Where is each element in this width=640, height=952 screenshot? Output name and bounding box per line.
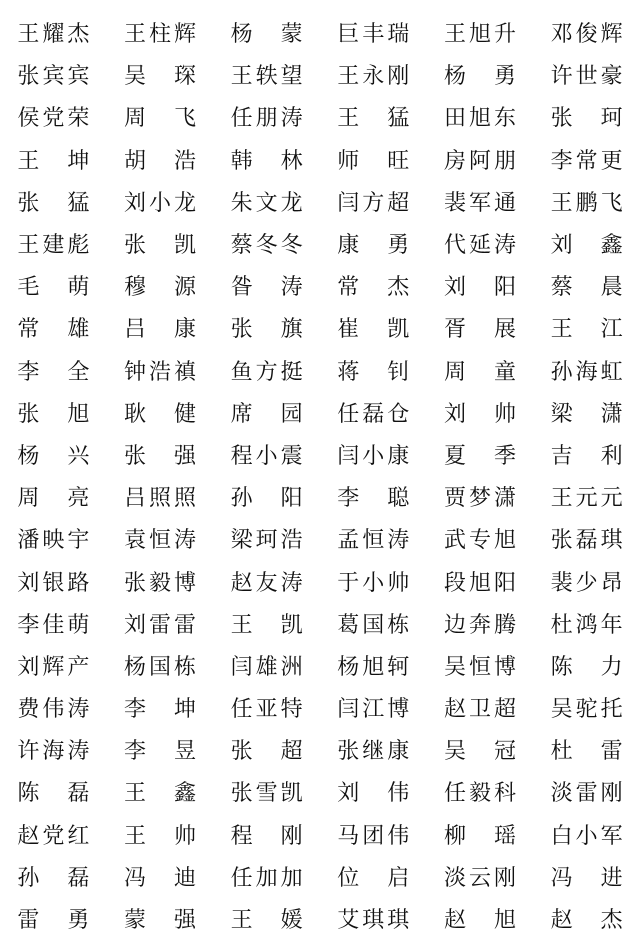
name-cell (213, 823, 320, 849)
name-cell (533, 823, 640, 849)
name-cell (427, 783, 534, 805)
name-row (0, 816, 640, 858)
person-name: 昝 涛 (230, 275, 303, 301)
name-row (0, 14, 640, 56)
name-cell (213, 235, 320, 257)
person-name: 艾琪琪 (337, 908, 410, 934)
name-cell (533, 277, 640, 299)
person-name: 周 飞 (123, 106, 196, 132)
name-cell (533, 235, 640, 257)
person-name: 赵卫超 (443, 697, 516, 723)
person-name: 闫雄洲 (230, 654, 303, 680)
person-name: 蔡 晨 (550, 275, 623, 301)
person-name: 李 全 (17, 359, 90, 385)
name-cell (213, 654, 320, 680)
person-name: 冯 进 (550, 865, 623, 891)
name-cell (427, 530, 534, 552)
name-cell (0, 488, 107, 510)
name-cell (320, 235, 427, 257)
person-name: 李常更 (550, 148, 623, 174)
person-name: 吕照照 (123, 486, 196, 512)
person-name: 张继康 (337, 739, 410, 765)
person-name: 潘映宇 (17, 528, 90, 554)
name-cell (213, 865, 320, 891)
name-cell (0, 190, 107, 216)
name-cell (107, 401, 214, 427)
name-cell (213, 570, 320, 596)
person-name: 梁珂浩 (230, 528, 303, 554)
person-name: 刘 鑫 (550, 233, 623, 259)
name-row (0, 183, 640, 225)
name-cell (533, 783, 640, 805)
person-name: 淡云刚 (443, 865, 516, 891)
name-cell (213, 401, 320, 427)
name-cell (320, 654, 427, 680)
name-cell (0, 401, 107, 427)
person-name: 任加加 (230, 865, 303, 891)
name-row (0, 647, 640, 689)
name-row (0, 689, 640, 731)
name-cell (107, 488, 214, 510)
name-cell (320, 699, 427, 721)
name-cell (533, 401, 640, 427)
person-name: 杨旭轲 (337, 654, 410, 680)
name-cell (0, 319, 107, 341)
name-cell (533, 654, 640, 680)
name-cell (320, 910, 427, 932)
person-name: 王轶望 (230, 64, 303, 90)
name-cell (107, 190, 214, 216)
name-row (0, 436, 640, 478)
person-name: 张磊琪 (550, 528, 623, 554)
person-name: 李 昱 (123, 739, 196, 765)
name-row (0, 98, 640, 140)
name-cell (533, 319, 640, 341)
person-name: 周 童 (443, 359, 516, 385)
name-cell (427, 359, 534, 385)
name-cell (427, 277, 534, 299)
name-cell (107, 654, 214, 680)
person-name: 袁恒涛 (123, 528, 196, 554)
person-name: 费伟涛 (17, 697, 90, 723)
name-cell (427, 443, 534, 469)
name-cell (320, 401, 427, 427)
person-name: 王 帅 (123, 823, 196, 849)
person-name: 吕 康 (123, 317, 196, 343)
person-name: 张 凯 (123, 233, 196, 259)
person-name: 马团伟 (337, 823, 410, 849)
name-cell (533, 359, 640, 385)
person-name: 穆 源 (123, 275, 196, 301)
name-cell (320, 865, 427, 891)
name-cell (0, 24, 107, 46)
person-name: 李 坤 (123, 697, 196, 723)
person-name: 师 旺 (337, 148, 410, 174)
name-row (0, 858, 640, 900)
name-cell (213, 108, 320, 130)
person-name: 雷 勇 (17, 908, 90, 934)
person-name: 白小军 (550, 823, 623, 849)
name-row (0, 56, 640, 98)
name-cell (320, 612, 427, 638)
name-cell (107, 530, 214, 552)
name-cell (213, 24, 320, 46)
person-name: 刘雷雷 (123, 612, 196, 638)
name-cell (0, 654, 107, 680)
person-name: 张毅博 (123, 570, 196, 596)
name-cell (0, 865, 107, 891)
person-name: 韩 林 (230, 148, 303, 174)
person-name: 张 超 (230, 739, 303, 765)
person-name: 任毅科 (443, 781, 516, 807)
person-name: 王 江 (550, 317, 623, 343)
name-cell (213, 66, 320, 88)
name-cell (107, 148, 214, 174)
name-cell (320, 443, 427, 469)
name-cell (213, 319, 320, 341)
name-cell (107, 319, 214, 341)
name-cell (0, 530, 107, 552)
person-name: 王 鑫 (123, 781, 196, 807)
name-cell (533, 865, 640, 891)
name-cell (0, 235, 107, 257)
person-name: 任磊仓 (337, 401, 410, 427)
person-name: 蒙 强 (123, 908, 196, 934)
person-name: 王鹏飞 (550, 190, 623, 216)
person-name: 胥 展 (443, 317, 516, 343)
person-name: 梁 潇 (550, 401, 623, 427)
name-cell (213, 699, 320, 721)
name-cell (427, 823, 534, 849)
person-name: 代延涛 (443, 233, 516, 259)
name-cell (533, 612, 640, 638)
person-name: 杜鸿年 (550, 612, 623, 638)
name-cell (107, 910, 214, 932)
name-cell (427, 235, 534, 257)
name-cell (533, 699, 640, 721)
name-cell (320, 488, 427, 510)
person-name: 李 聪 (337, 486, 410, 512)
name-cell (213, 488, 320, 510)
person-name: 王 媛 (230, 908, 303, 934)
person-name: 许海涛 (17, 739, 90, 765)
name-cell (320, 570, 427, 596)
name-cell (0, 66, 107, 88)
person-name: 毛 萌 (17, 275, 90, 301)
name-row (0, 562, 640, 604)
person-name: 王耀杰 (17, 22, 90, 48)
name-row (0, 731, 640, 773)
person-name: 武专旭 (443, 528, 516, 554)
person-name: 张雪凯 (230, 781, 303, 807)
name-cell (0, 783, 107, 805)
person-name: 吴恒博 (443, 654, 516, 680)
name-cell (427, 910, 534, 932)
name-cell (320, 319, 427, 341)
name-cell (0, 148, 107, 174)
person-name: 任亚特 (230, 697, 303, 723)
person-name: 边奔腾 (443, 612, 516, 638)
person-name: 张 强 (123, 443, 196, 469)
person-name: 王柱辉 (123, 22, 196, 48)
name-row (0, 605, 640, 647)
name-row (0, 267, 640, 309)
name-cell (107, 24, 214, 46)
name-cell (427, 612, 534, 638)
name-cell (533, 570, 640, 596)
name-cell (427, 699, 534, 721)
name-cell (213, 277, 320, 299)
name-cell (533, 148, 640, 174)
person-name: 杨 兴 (17, 443, 90, 469)
name-row (0, 309, 640, 351)
person-name: 孙 阳 (230, 486, 303, 512)
name-row (0, 394, 640, 436)
person-name: 王 凯 (230, 612, 303, 638)
name-cell (213, 443, 320, 469)
person-name: 席 园 (230, 401, 303, 427)
person-name: 王元元 (550, 486, 623, 512)
name-cell (0, 741, 107, 763)
person-name: 裴少昂 (550, 570, 623, 596)
name-cell (320, 277, 427, 299)
name-cell (107, 108, 214, 130)
person-name: 张 旗 (230, 317, 303, 343)
person-name: 闫小康 (337, 443, 410, 469)
name-cell (427, 190, 534, 216)
name-cell (427, 654, 534, 680)
name-cell (0, 823, 107, 849)
name-cell (533, 190, 640, 216)
name-row (0, 478, 640, 520)
name-cell (107, 823, 214, 849)
person-name: 裴军通 (443, 190, 516, 216)
person-name: 刘 伟 (337, 781, 410, 807)
person-name: 朱文龙 (230, 190, 303, 216)
name-cell (107, 570, 214, 596)
name-row (0, 141, 640, 183)
name-cell (0, 910, 107, 932)
person-name: 吴 冠 (443, 739, 516, 765)
person-name: 赵 杰 (550, 908, 623, 934)
name-cell (427, 66, 534, 88)
name-cell (427, 865, 534, 891)
name-cell (107, 277, 214, 299)
person-name: 孙 磊 (17, 865, 90, 891)
name-cell (320, 823, 427, 849)
person-name: 王 猛 (337, 106, 410, 132)
name-cell (0, 277, 107, 299)
name-cell (427, 24, 534, 46)
name-cell (0, 612, 107, 638)
name-cell (320, 783, 427, 805)
person-name: 刘小龙 (123, 190, 196, 216)
person-name: 邓俊辉 (550, 22, 623, 48)
person-name: 程小震 (230, 443, 303, 469)
name-cell (320, 148, 427, 174)
name-cell (0, 443, 107, 469)
name-row (0, 225, 640, 267)
name-cell (427, 488, 534, 510)
name-cell (427, 741, 534, 763)
name-cell (533, 488, 640, 510)
name-cell (427, 108, 534, 130)
person-name: 蔡冬冬 (230, 233, 303, 259)
name-cell (0, 108, 107, 130)
name-cell (107, 612, 214, 638)
person-name: 刘辉产 (17, 654, 90, 680)
name-cell (107, 443, 214, 469)
person-name: 刘 阳 (443, 275, 516, 301)
person-name: 葛国栋 (337, 612, 410, 638)
person-name: 李佳萌 (17, 612, 90, 638)
person-name: 王永刚 (337, 64, 410, 90)
person-name: 冯 迪 (123, 865, 196, 891)
name-cell (213, 741, 320, 763)
name-cell (0, 359, 107, 385)
person-name: 杨 蒙 (230, 22, 303, 48)
name-cell (107, 359, 214, 385)
person-name: 张 旭 (17, 401, 90, 427)
name-cell (213, 910, 320, 932)
person-name: 吴 琛 (123, 64, 196, 90)
name-cell (533, 66, 640, 88)
person-name: 于小帅 (337, 570, 410, 596)
name-cell (320, 24, 427, 46)
person-name: 吴驼托 (550, 697, 623, 723)
name-cell (533, 530, 640, 552)
person-name: 王旭升 (443, 22, 516, 48)
name-cell (320, 66, 427, 88)
person-name: 张 珂 (550, 106, 623, 132)
name-cell (533, 741, 640, 763)
name-cell (213, 530, 320, 552)
person-name: 赵党红 (17, 823, 90, 849)
person-name: 周 亮 (17, 486, 90, 512)
person-name: 张 猛 (17, 190, 90, 216)
person-name: 杜 雷 (550, 739, 623, 765)
person-name: 孙海虹 (550, 359, 623, 385)
person-name: 赵 旭 (443, 908, 516, 934)
name-row (0, 900, 640, 942)
name-cell (213, 148, 320, 174)
name-cell (107, 783, 214, 805)
name-cell (533, 24, 640, 46)
name-cell (107, 699, 214, 721)
name-cell (107, 741, 214, 763)
name-cell (320, 530, 427, 552)
name-cell (213, 190, 320, 216)
person-name: 许世豪 (550, 64, 623, 90)
name-cell (213, 359, 320, 385)
name-cell (107, 66, 214, 88)
person-name: 王建彪 (17, 233, 90, 259)
person-name: 常 杰 (337, 275, 410, 301)
name-row (0, 773, 640, 815)
person-name: 耿 健 (123, 401, 196, 427)
name-cell (427, 401, 534, 427)
name-cell (213, 783, 320, 805)
person-name: 位 启 (337, 865, 410, 891)
person-name: 段旭阳 (443, 570, 516, 596)
person-name: 吉 利 (550, 443, 623, 469)
person-name: 巨丰瑞 (337, 22, 410, 48)
person-name: 康 勇 (337, 233, 410, 259)
person-name: 任朋涛 (230, 106, 303, 132)
name-cell (320, 190, 427, 216)
person-name: 房阿朋 (443, 148, 516, 174)
name-row (0, 520, 640, 562)
name-cell (107, 235, 214, 257)
person-name: 孟恒涛 (337, 528, 410, 554)
name-cell (107, 865, 214, 891)
name-row (0, 352, 640, 394)
person-name: 张宾宾 (17, 64, 90, 90)
name-cell (213, 612, 320, 638)
person-name: 钟浩禛 (123, 359, 196, 385)
person-name: 贾梦潇 (443, 486, 516, 512)
name-cell (533, 910, 640, 932)
person-name: 陈 磊 (17, 781, 90, 807)
name-cell (427, 319, 534, 341)
person-name: 赵友涛 (230, 570, 303, 596)
name-cell (533, 443, 640, 469)
person-name: 柳 瑶 (443, 823, 516, 849)
person-name: 夏 季 (443, 443, 516, 469)
person-name: 常 雄 (17, 317, 90, 343)
person-name: 杨国栋 (123, 654, 196, 680)
name-cell (427, 148, 534, 174)
person-name: 杨 勇 (443, 64, 516, 90)
name-cell (533, 108, 640, 130)
name-cell (0, 699, 107, 721)
person-name: 闫江博 (337, 697, 410, 723)
person-name: 侯党荣 (17, 106, 90, 132)
name-cell (320, 108, 427, 130)
person-name: 胡 浩 (123, 148, 196, 174)
name-cell (320, 741, 427, 763)
person-name: 刘银路 (17, 570, 90, 596)
person-name: 陈 力 (550, 654, 623, 680)
name-cell (320, 359, 427, 385)
person-name: 王 坤 (17, 148, 90, 174)
person-name: 淡雷刚 (550, 781, 623, 807)
person-name: 刘 帅 (443, 401, 516, 427)
person-name: 蒋 钊 (337, 359, 410, 385)
name-cell (0, 570, 107, 596)
person-name: 崔 凯 (337, 317, 410, 343)
person-name: 闫方超 (337, 190, 410, 216)
name-cell (427, 570, 534, 596)
person-name: 鱼方挺 (230, 359, 303, 385)
person-name: 程 刚 (230, 823, 303, 849)
person-name: 田旭东 (443, 106, 516, 132)
